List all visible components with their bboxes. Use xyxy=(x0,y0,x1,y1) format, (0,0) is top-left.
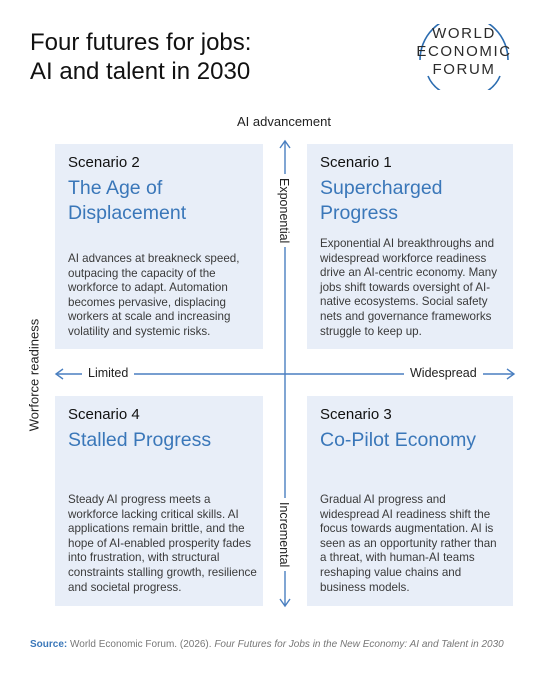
title-line-2: AI and talent in 2030 xyxy=(30,58,251,85)
source-publication: Four Futures for Jobs in the New Economy: AI and Talent in 2030 xyxy=(214,639,504,650)
scenario-name: Co-Pilot Economy xyxy=(320,429,477,451)
source-note xyxy=(30,639,504,650)
source-prefix: Source: xyxy=(30,639,68,650)
vertical-axis-title: AI advancement xyxy=(237,114,331,129)
title-line-1: Four futures for jobs: xyxy=(30,29,252,56)
logo-line-2: ECONOMIC xyxy=(416,43,512,60)
axis-end-incremental: Incremental xyxy=(276,498,292,571)
axis-end-limited: Limited xyxy=(82,366,134,380)
scenario-label: Scenario 2 xyxy=(68,154,140,171)
axis-end-exponential: Exponential xyxy=(276,174,292,247)
scenario-description: Exponential AI breakthroughs and widespread workforce readiness drive an AI-centric economy. Many jobs shift towards oversight of AI-native ecosystems. Social safety nets and governance frameworks struggle to keep up. xyxy=(320,237,497,338)
scenario-label: Scenario 1 xyxy=(320,154,392,171)
scenario-name: Supercharged Progress xyxy=(320,177,443,224)
scenario-name: Stalled Progress xyxy=(68,429,212,451)
horizontal-axis-title: Worforce readiness xyxy=(26,318,42,432)
scenario-description: AI advances at breakneck speed, outpacing the capacity of the workforce to adapt. Automation becomes pervasive, displacing workers at scale and increasing volatility and systemic risks. xyxy=(68,252,240,338)
scenario-description: Gradual AI progress and widespread AI readiness shift the focus towards augmentation. AI is seen as an opportunity rather than a threat, with human-AI teams reshaping value chains and business models. xyxy=(320,493,497,594)
source-text: World Economic Forum. (2026). xyxy=(70,639,212,650)
logo-line-3: FORUM xyxy=(432,61,496,78)
axis-end-widespread: Widespread xyxy=(404,366,483,380)
scenario-description: Steady AI progress meets a workforce lacking critical skills. AI applications remain brittle, and the hope of AI-enabled prosperity fades into frustration, with structural constraints stalling growth, resilience and societal progress. xyxy=(68,493,257,594)
scenario-name: The Age of Displacement xyxy=(68,177,187,224)
scenario-label: Scenario 3 xyxy=(320,406,392,423)
logo-line-1: WORLD xyxy=(432,25,496,42)
scenario-label: Scenario 4 xyxy=(68,406,140,423)
